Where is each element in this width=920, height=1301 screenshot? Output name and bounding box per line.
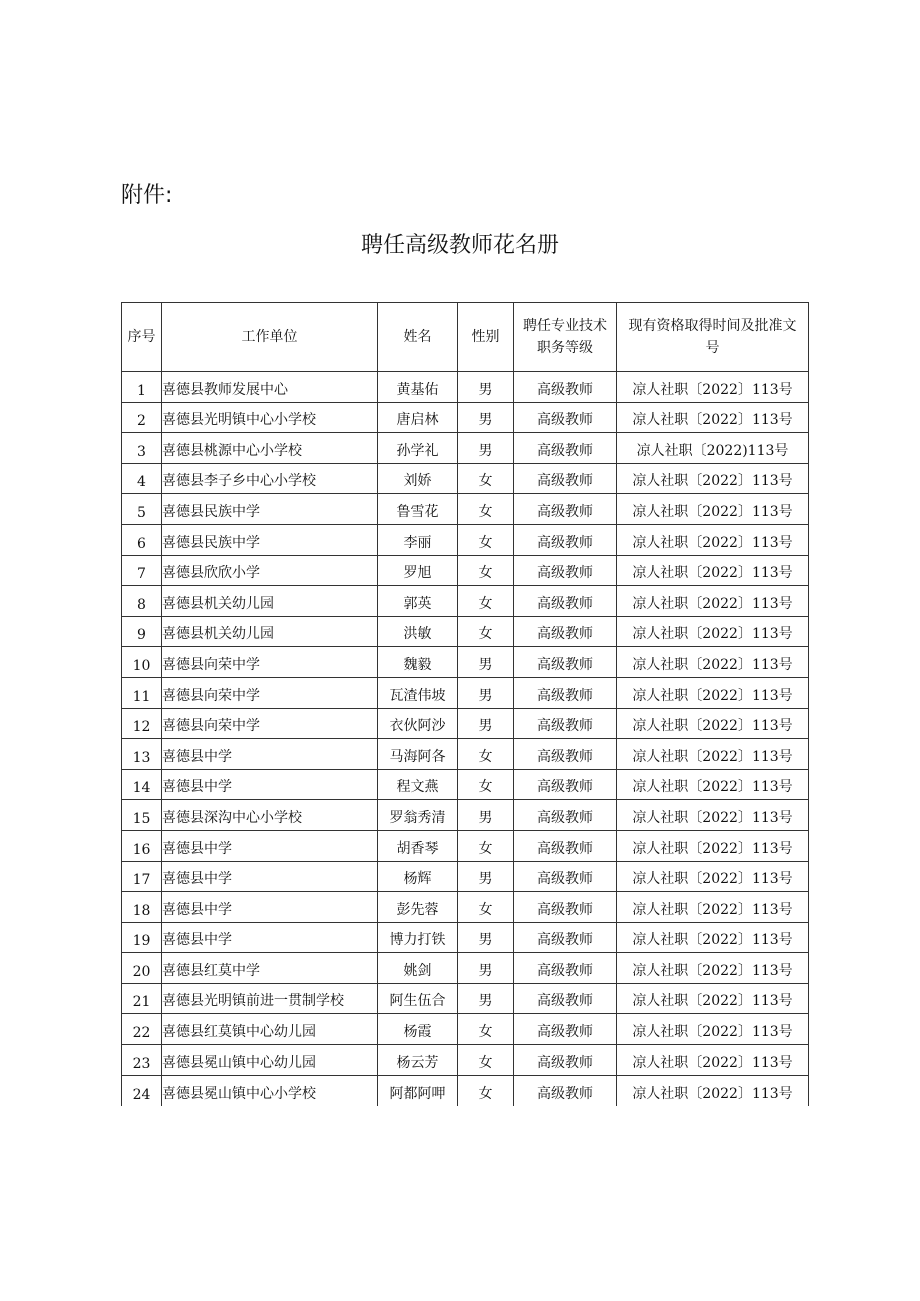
teacher-name-cell: 刘娇 — [378, 463, 458, 494]
row-number-cell: 4 — [122, 463, 162, 494]
row-number-cell: 2 — [122, 402, 162, 433]
teacher-name-cell: 程文燕 — [378, 769, 458, 800]
table-row — [122, 1014, 809, 1045]
approval-document-cell: 凉人社职〔2022〕113号 — [617, 769, 809, 800]
gender-cell: 男 — [458, 861, 514, 892]
table-row — [122, 463, 809, 494]
row-number-cell: 17 — [122, 861, 162, 892]
row-number-cell: 21 — [122, 983, 162, 1014]
approval-document-cell: 凉人社职〔2022〕113号 — [617, 494, 809, 525]
gender-cell: 女 — [458, 892, 514, 923]
job-grade-cell: 高级教师 — [514, 800, 617, 831]
gender-cell: 男 — [458, 647, 514, 678]
table-row — [122, 769, 809, 800]
teacher-name-cell: 罗翁秀清 — [378, 800, 458, 831]
teacher-name-cell: 黄基佑 — [378, 372, 458, 403]
job-grade-cell: 高级教师 — [514, 922, 617, 953]
work-unit-cell: 喜德县冕山镇中心小学校 — [162, 1075, 378, 1106]
teacher-name-cell: 阿都阿呷 — [378, 1075, 458, 1106]
approval-document-cell: 凉人社职〔2022〕113号 — [617, 463, 809, 494]
work-unit-cell: 喜德县向荣中学 — [162, 677, 378, 708]
job-grade-cell: 高级教师 — [514, 647, 617, 678]
table-row — [122, 983, 809, 1014]
teacher-name-cell: 胡香琴 — [378, 830, 458, 861]
gender-cell: 男 — [458, 372, 514, 403]
work-unit-cell: 喜德县机关幼儿园 — [162, 586, 378, 617]
row-number-cell: 9 — [122, 616, 162, 647]
approval-document-cell: 凉人社职〔2022〕113号 — [617, 892, 809, 923]
approval-document-cell: 凉人社职〔2022〕113号 — [617, 800, 809, 831]
table-row — [122, 677, 809, 708]
header-gender: 性别 — [458, 303, 514, 372]
job-grade-cell: 高级教师 — [514, 739, 617, 770]
row-number-cell: 20 — [122, 953, 162, 984]
table-row — [122, 708, 809, 739]
work-unit-cell: 喜德县红莫镇中心幼儿园 — [162, 1014, 378, 1045]
teacher-name-cell: 衣伙阿沙 — [378, 708, 458, 739]
row-number-cell: 10 — [122, 647, 162, 678]
teacher-name-cell: 姚剑 — [378, 953, 458, 984]
row-number-cell: 18 — [122, 892, 162, 923]
gender-cell: 男 — [458, 402, 514, 433]
table-row — [122, 892, 809, 923]
gender-cell: 男 — [458, 708, 514, 739]
teacher-name-cell: 瓦渣伟坡 — [378, 677, 458, 708]
gender-cell: 男 — [458, 983, 514, 1014]
row-number-cell: 5 — [122, 494, 162, 525]
gender-cell: 女 — [458, 769, 514, 800]
approval-document-cell: 凉人社职〔2022〕113号 — [617, 402, 809, 433]
teacher-name-cell: 魏毅 — [378, 647, 458, 678]
row-number-cell: 8 — [122, 586, 162, 617]
work-unit-cell: 喜德县向荣中学 — [162, 647, 378, 678]
gender-cell: 女 — [458, 463, 514, 494]
approval-document-cell: 凉人社职〔2022〕113号 — [617, 739, 809, 770]
row-number-cell: 22 — [122, 1014, 162, 1045]
gender-cell: 女 — [458, 555, 514, 586]
header-grade: 聘任专业技术职务等级 — [514, 303, 617, 372]
job-grade-cell: 高级教师 — [514, 769, 617, 800]
teacher-name-cell: 孙学礼 — [378, 433, 458, 464]
approval-document-cell: 凉人社职〔2022〕113号 — [617, 647, 809, 678]
gender-cell: 男 — [458, 800, 514, 831]
approval-document-cell: 凉人社职〔2022〕113号 — [617, 922, 809, 953]
header-name: 姓名 — [378, 303, 458, 372]
table-row — [122, 830, 809, 861]
gender-cell: 男 — [458, 677, 514, 708]
gender-cell: 女 — [458, 739, 514, 770]
work-unit-cell: 喜德县红莫中学 — [162, 953, 378, 984]
row-number-cell: 6 — [122, 524, 162, 555]
approval-document-cell: 凉人社职〔2022〕113号 — [617, 983, 809, 1014]
table-row — [122, 647, 809, 678]
table-row — [122, 494, 809, 525]
job-grade-cell: 高级教师 — [514, 616, 617, 647]
work-unit-cell: 喜德县欣欣小学 — [162, 555, 378, 586]
work-unit-cell: 喜德县民族中学 — [162, 524, 378, 555]
teacher-roster-table — [121, 302, 809, 1106]
document-title: 聘任高级教师花名册 — [360, 233, 559, 258]
gender-cell: 女 — [458, 830, 514, 861]
work-unit-cell: 喜德县向荣中学 — [162, 708, 378, 739]
gender-cell: 女 — [458, 1014, 514, 1045]
approval-document-cell: 凉人社职〔2022〕113号 — [617, 1045, 809, 1076]
row-number-cell: 14 — [122, 769, 162, 800]
gender-cell: 女 — [458, 616, 514, 647]
work-unit-cell: 喜德县中学 — [162, 861, 378, 892]
table-row — [122, 372, 809, 403]
gender-cell: 男 — [458, 922, 514, 953]
job-grade-cell: 高级教师 — [514, 983, 617, 1014]
work-unit-cell: 喜德县中学 — [162, 830, 378, 861]
header-unit: 工作单位 — [162, 303, 378, 372]
teacher-name-cell: 杨辉 — [378, 861, 458, 892]
work-unit-cell: 喜德县中学 — [162, 739, 378, 770]
teacher-name-cell: 唐启林 — [378, 402, 458, 433]
approval-document-cell: 凉人社职〔2022〕113号 — [617, 524, 809, 555]
table-row — [122, 1075, 809, 1106]
row-number-cell: 3 — [122, 433, 162, 464]
job-grade-cell: 高级教师 — [514, 555, 617, 586]
gender-cell: 男 — [458, 433, 514, 464]
work-unit-cell: 喜德县光明镇前进一贯制学校 — [162, 983, 378, 1014]
teacher-name-cell: 鲁雪花 — [378, 494, 458, 525]
approval-document-cell: 凉人社职〔2022〕113号 — [617, 372, 809, 403]
work-unit-cell: 喜德县教师发展中心 — [162, 372, 378, 403]
job-grade-cell: 高级教师 — [514, 586, 617, 617]
job-grade-cell: 高级教师 — [514, 830, 617, 861]
job-grade-cell: 高级教师 — [514, 524, 617, 555]
teacher-name-cell: 李丽 — [378, 524, 458, 555]
approval-document-cell: 凉人社职〔2022〕113号 — [617, 1014, 809, 1045]
work-unit-cell: 喜德县中学 — [162, 892, 378, 923]
row-number-cell: 11 — [122, 677, 162, 708]
job-grade-cell: 高级教师 — [514, 677, 617, 708]
approval-document-cell: 凉人社职〔2022〕113号 — [617, 830, 809, 861]
approval-document-cell: 凉人社职〔2022〕113号 — [617, 1075, 809, 1106]
approval-document-cell: 凉人社职〔2022)113号 — [617, 433, 809, 464]
teacher-name-cell: 彭先蓉 — [378, 892, 458, 923]
approval-document-cell: 凉人社职〔2022〕113号 — [617, 708, 809, 739]
row-number-cell: 24 — [122, 1075, 162, 1106]
table-row — [122, 800, 809, 831]
table-row — [122, 555, 809, 586]
gender-cell: 女 — [458, 586, 514, 617]
table-row — [122, 953, 809, 984]
approval-document-cell: 凉人社职〔2022〕113号 — [617, 586, 809, 617]
table-row — [122, 861, 809, 892]
row-number-cell: 16 — [122, 830, 162, 861]
teacher-name-cell: 马海阿各 — [378, 739, 458, 770]
work-unit-cell: 喜德县民族中学 — [162, 494, 378, 525]
approval-document-cell: 凉人社职〔2022〕113号 — [617, 677, 809, 708]
approval-document-cell: 凉人社职〔2022〕113号 — [617, 861, 809, 892]
row-number-cell: 7 — [122, 555, 162, 586]
table-row — [122, 402, 809, 433]
job-grade-cell: 高级教师 — [514, 708, 617, 739]
row-number-cell: 23 — [122, 1045, 162, 1076]
job-grade-cell: 高级教师 — [514, 1014, 617, 1045]
row-number-cell: 13 — [122, 739, 162, 770]
work-unit-cell: 喜德县深沟中心小学校 — [162, 800, 378, 831]
job-grade-cell: 高级教师 — [514, 953, 617, 984]
table-body — [122, 372, 809, 1106]
table-row — [122, 1045, 809, 1076]
teacher-name-cell: 洪敏 — [378, 616, 458, 647]
gender-cell: 女 — [458, 1045, 514, 1076]
gender-cell: 女 — [458, 1075, 514, 1106]
job-grade-cell: 高级教师 — [514, 1075, 617, 1106]
table-row — [122, 922, 809, 953]
gender-cell: 女 — [458, 524, 514, 555]
header-doc: 现有资格取得时间及批准文号 — [617, 303, 809, 372]
table-header-row — [122, 303, 809, 372]
job-grade-cell: 高级教师 — [514, 402, 617, 433]
table-row — [122, 616, 809, 647]
approval-document-cell: 凉人社职〔2022〕113号 — [617, 953, 809, 984]
teacher-name-cell: 杨霞 — [378, 1014, 458, 1045]
approval-document-cell: 凉人社职〔2022〕113号 — [617, 616, 809, 647]
row-number-cell: 19 — [122, 922, 162, 953]
approval-document-cell: 凉人社职〔2022〕113号 — [617, 555, 809, 586]
table-row — [122, 586, 809, 617]
teacher-name-cell: 罗旭 — [378, 555, 458, 586]
job-grade-cell: 高级教师 — [514, 892, 617, 923]
work-unit-cell: 喜德县中学 — [162, 769, 378, 800]
work-unit-cell: 喜德县李子乡中心小学校 — [162, 463, 378, 494]
table-row — [122, 433, 809, 464]
gender-cell: 女 — [458, 494, 514, 525]
teacher-name-cell: 杨云芳 — [378, 1045, 458, 1076]
teacher-name-cell: 郭英 — [378, 586, 458, 617]
teacher-name-cell: 阿生伍合 — [378, 983, 458, 1014]
work-unit-cell: 喜德县桃源中心小学校 — [162, 433, 378, 464]
job-grade-cell: 高级教师 — [514, 433, 617, 464]
job-grade-cell: 高级教师 — [514, 463, 617, 494]
job-grade-cell: 高级教师 — [514, 372, 617, 403]
job-grade-cell: 高级教师 — [514, 861, 617, 892]
table-row — [122, 524, 809, 555]
work-unit-cell: 喜德县中学 — [162, 922, 378, 953]
attachment-label: 附件: — [121, 183, 173, 208]
teacher-name-cell: 博力打铁 — [378, 922, 458, 953]
work-unit-cell: 喜德县机关幼儿园 — [162, 616, 378, 647]
work-unit-cell: 喜德县冕山镇中心幼儿园 — [162, 1045, 378, 1076]
work-unit-cell: 喜德县光明镇中心小学校 — [162, 402, 378, 433]
job-grade-cell: 高级教师 — [514, 494, 617, 525]
table-row — [122, 739, 809, 770]
job-grade-cell: 高级教师 — [514, 1045, 617, 1076]
row-number-cell: 1 — [122, 372, 162, 403]
row-number-cell: 15 — [122, 800, 162, 831]
header-no: 序号 — [122, 303, 162, 372]
gender-cell: 男 — [458, 953, 514, 984]
row-number-cell: 12 — [122, 708, 162, 739]
